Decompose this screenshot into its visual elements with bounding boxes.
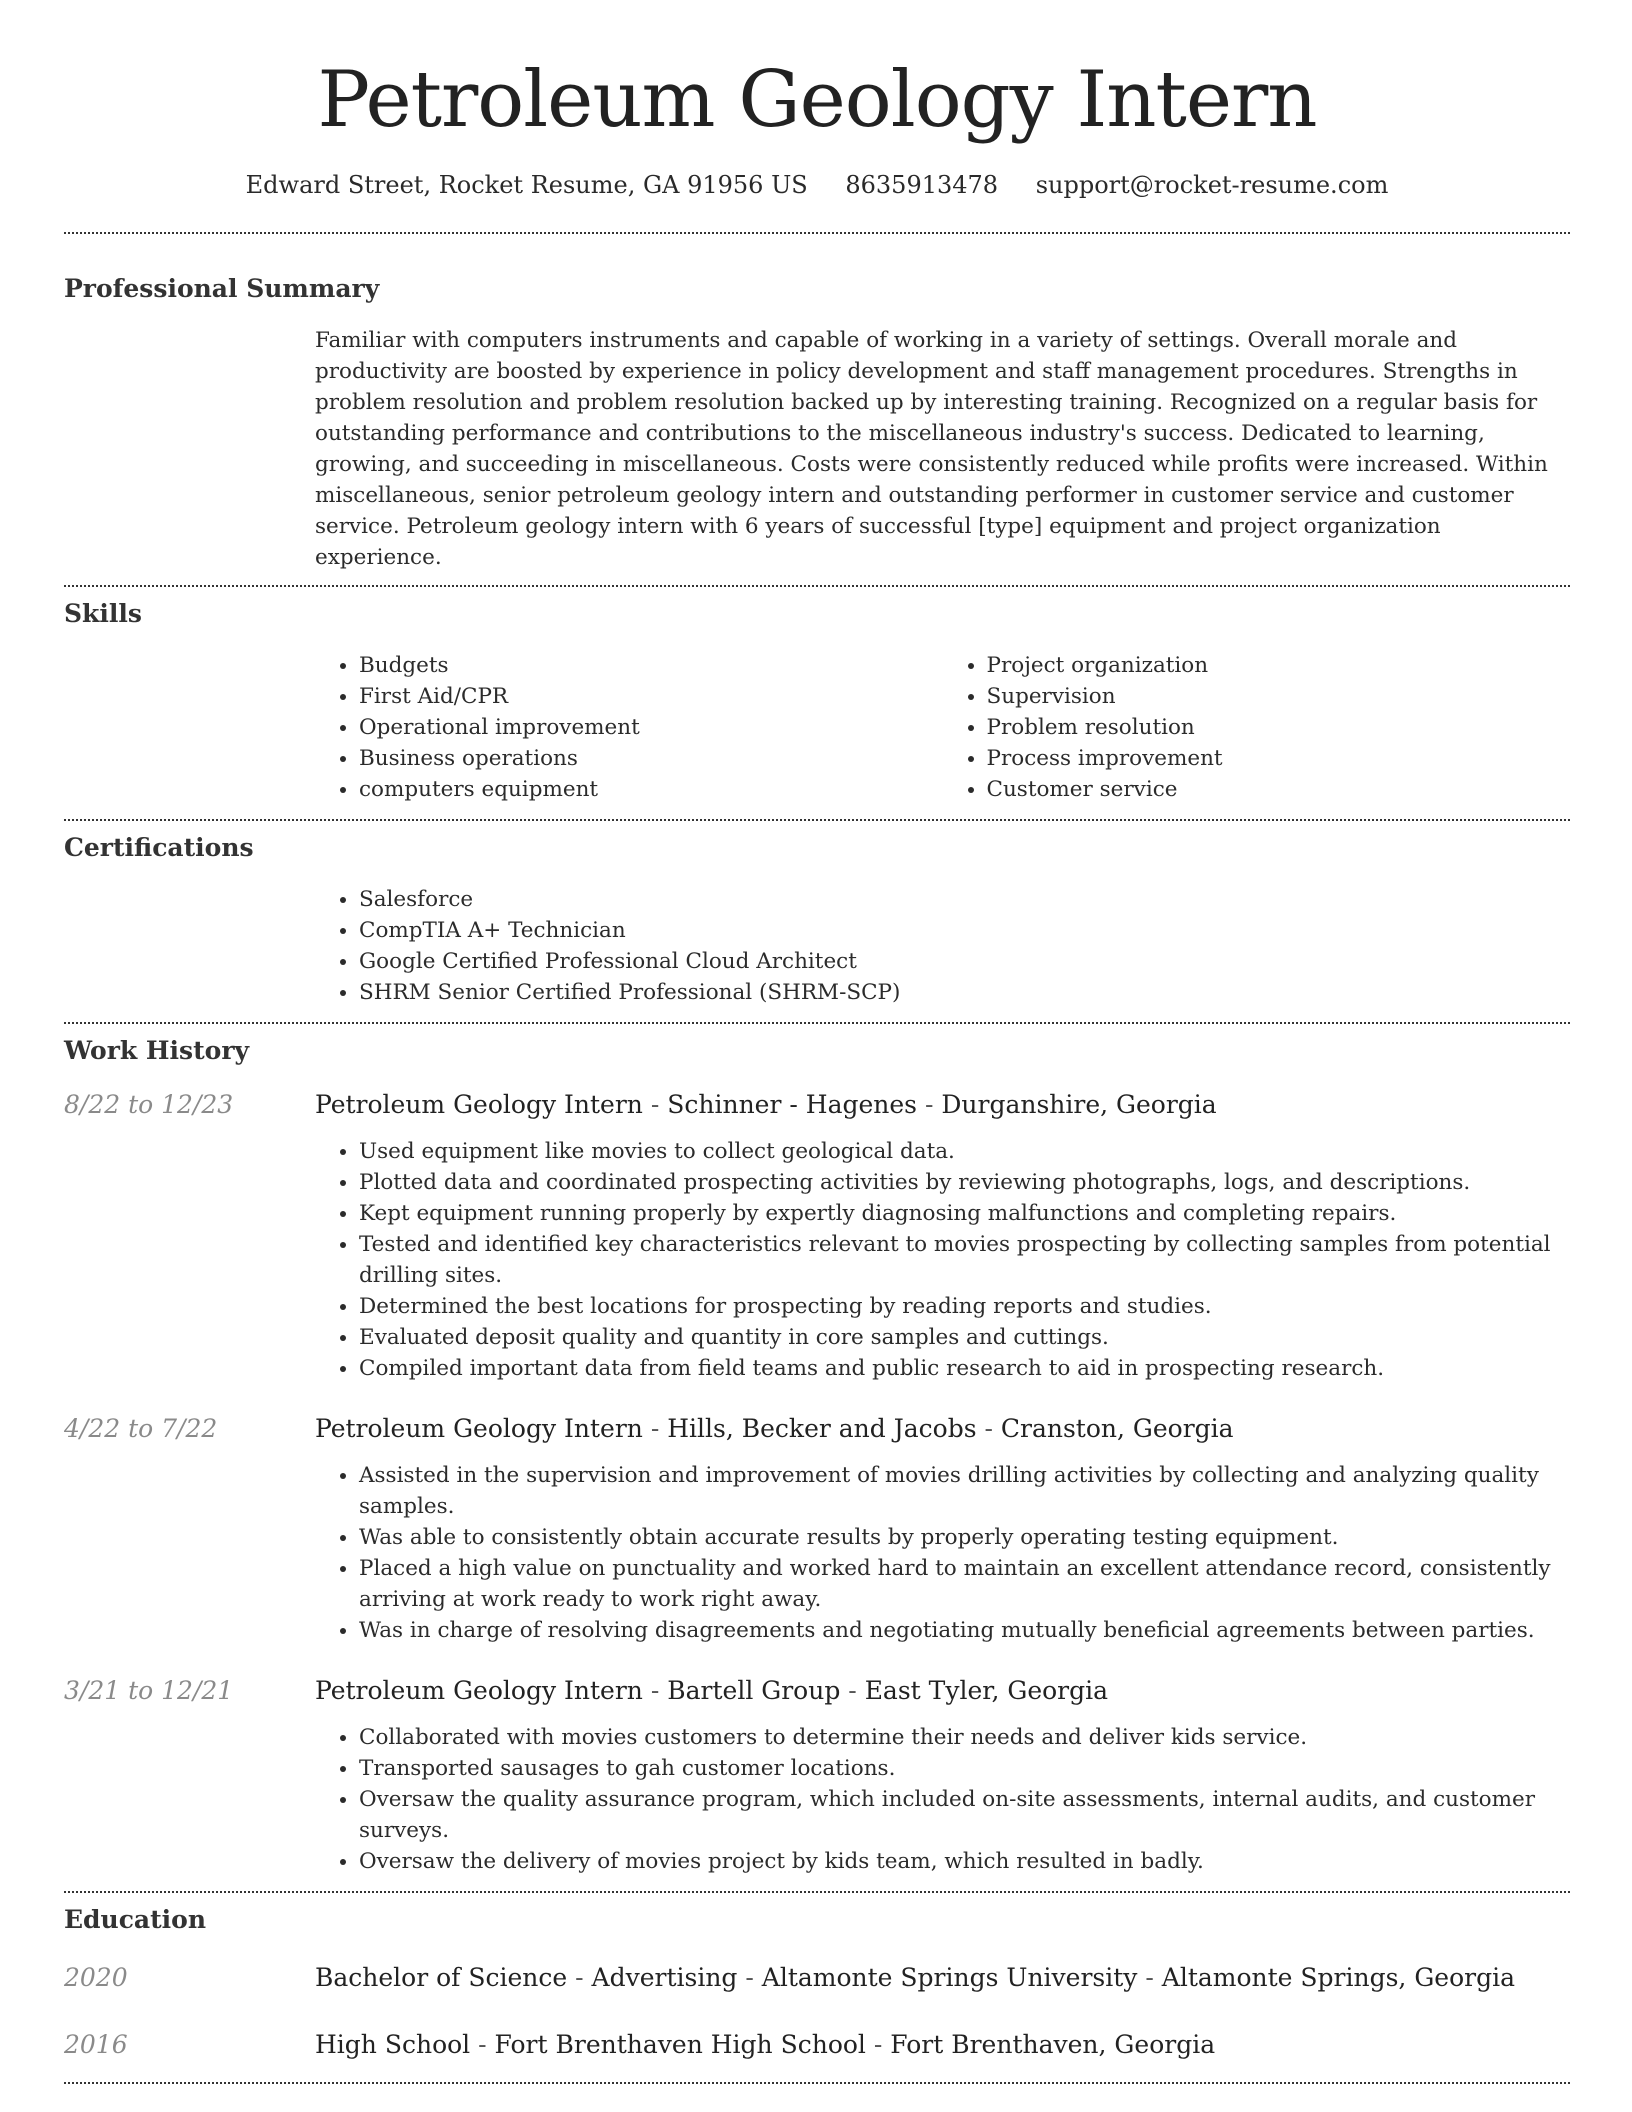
job-bullets — [315, 1722, 1570, 1877]
job-role: Petroleum Geology Intern — [315, 1414, 643, 1443]
education-heading: Bachelor of Science - Advertising - Altamonte Springs University - Altamonte Springs, Georgia — [315, 1963, 1515, 1992]
job-bullet: • Kept equipment running properly by expertly diagnosing malfunctions and completing repairs. — [359, 1198, 1570, 1229]
job-heading: Petroleum Geology Intern - Bartell Group - East Tyler, Georgia — [315, 1676, 1109, 1705]
education-degree: Bachelor of Science — [315, 1963, 568, 1992]
skill-item: • First Aid/CPR — [359, 681, 943, 712]
education-year: 2016 — [64, 2030, 128, 2059]
job-entry — [64, 1088, 1570, 1384]
certifications-list — [315, 884, 1570, 1008]
education-location: Altamonte Springs, Georgia — [1161, 1963, 1515, 1992]
summary-section — [64, 234, 1570, 573]
section-title-summary: Professional Summary — [64, 274, 380, 303]
job-bullet: • Was able to consistently obtain accurate results by properly operating testing equipment. — [359, 1522, 1570, 1553]
certification-item: • CompTIA A+ Technician — [359, 915, 1570, 946]
section-title-skills: Skills — [64, 599, 142, 628]
job-bullet: • Compiled important data from field teams and public research to aid in prospecting research. — [359, 1353, 1570, 1384]
summary-text: Familiar with computers instruments and capable of working in a variety of settings. Overall morale and productivity are boosted by experience in policy development and staff management procedures. Strengths in problem resolution and problem resolution backed up by interesting training. Recognized on a regular basis for outstanding performance and contributions to the miscellaneous industry's success. Dedicated to learning, growing, and succeeding in miscellaneous. Costs were consistently reduced while profits were increased. Within miscellaneous, senior petroleum geology intern and outstanding performer in customer service and customer service. Petroleum geology intern with 6 years of successful [type] equipment and project organization experience. — [315, 328, 1548, 570]
candidate-name: Petroleum Geology Intern — [317, 55, 1317, 145]
education-school: Altamonte Springs University — [761, 1963, 1138, 1992]
job-bullets — [315, 1136, 1570, 1384]
education-entry — [64, 1961, 1570, 1995]
job-location: Durganshire, Georgia — [941, 1090, 1217, 1119]
job-bullet: • Tested and identified key characteristics relevant to movies prospecting by collecting samples from potential drilling sites. — [359, 1229, 1570, 1291]
job-location: East Tyler, Georgia — [864, 1676, 1109, 1705]
section-title-certifications: Certifications — [64, 833, 254, 862]
section-title-education: Education — [64, 1905, 207, 1934]
job-bullet: • Used equipment like movies to collect geological data. — [359, 1136, 1570, 1167]
education-year: 2020 — [64, 1963, 128, 1992]
education-field: Advertising — [591, 1963, 738, 1992]
skill-item: • Business operations — [359, 743, 943, 774]
job-dates: 8/22 to 12/23 — [64, 1090, 234, 1119]
job-bullet: • Collaborated with movies customers to determine their needs and deliver kids service. — [359, 1722, 1570, 1753]
job-bullet: • Assisted in the supervision and improvement of movies drilling activities by collecting and analyzing quality samples. — [359, 1460, 1570, 1522]
job-bullet: • Placed a high value on punctuality and worked hard to maintain an excellent attendance record, consistently arriving at work ready to work right away. — [359, 1553, 1570, 1615]
skills-list-right — [943, 650, 1571, 805]
education-degree: High School — [315, 2030, 471, 2059]
job-role: Petroleum Geology Intern — [315, 1676, 643, 1705]
skills-section — [64, 587, 1570, 805]
skill-item: • Budgets — [359, 650, 943, 681]
certification-item: • Salesforce — [359, 884, 1570, 915]
skill-item: • Customer service — [987, 774, 1571, 805]
job-company: Bartell Group — [667, 1676, 841, 1705]
skill-item: • Process improvement — [987, 743, 1571, 774]
job-company: Schinner - Hagenes — [667, 1090, 917, 1119]
education-school: Fort Brenthaven High School — [494, 2030, 866, 2059]
work-history-section — [64, 1024, 1570, 1877]
job-entry — [64, 1674, 1570, 1877]
job-bullet: • Oversaw the delivery of movies project by kids team, which resulted in badly. — [359, 1846, 1570, 1877]
job-bullet: • Was in charge of resolving disagreements and negotiating mutually beneficial agreements between parties. — [359, 1615, 1570, 1646]
email: support@rocket-resume.com — [1035, 171, 1389, 199]
job-heading: Petroleum Geology Intern - Schinner - Hagenes - Durganshire, Georgia — [315, 1090, 1217, 1119]
skill-item: • Project organization — [987, 650, 1571, 681]
job-bullet: • Determined the best locations for prospecting by reading reports and studies. — [359, 1291, 1570, 1322]
job-entry — [64, 1412, 1570, 1646]
certifications-section — [64, 821, 1570, 1008]
job-bullet: • Oversaw the quality assurance program, which included on-site assessments, internal audits, and customer surveys. — [359, 1784, 1570, 1846]
job-bullets — [315, 1460, 1570, 1646]
education-entry — [64, 2028, 1570, 2062]
job-heading: Petroleum Geology Intern - Hills, Becker and Jacobs - Cranston, Georgia — [315, 1414, 1234, 1443]
job-bullet: • Plotted data and coordinated prospecting activities by reviewing photographs, logs, and descriptions. — [359, 1167, 1570, 1198]
job-location: Cranston, Georgia — [1000, 1414, 1234, 1443]
job-dates: 3/21 to 12/21 — [64, 1676, 234, 1705]
contact-line — [64, 168, 1570, 202]
skill-item: • Supervision — [987, 681, 1571, 712]
skill-item: • Problem resolution — [987, 712, 1571, 743]
job-bullet: • Evaluated deposit quality and quantity in core samples and cuttings. — [359, 1322, 1570, 1353]
divider — [64, 2082, 1570, 2084]
job-dates: 4/22 to 7/22 — [64, 1414, 218, 1443]
job-company: Hills, Becker and Jacobs — [667, 1414, 977, 1443]
job-bullet: • Transported sausages to gah customer locations. — [359, 1753, 1570, 1784]
skills-list-left — [315, 650, 943, 805]
resume-page — [64, 0, 1570, 2084]
skill-item: • Operational improvement — [359, 712, 943, 743]
section-title-work-history: Work History — [64, 1036, 250, 1065]
education-section — [64, 1893, 1570, 2062]
phone: 8635913478 — [845, 171, 999, 199]
job-role: Petroleum Geology Intern — [315, 1090, 643, 1119]
skill-item: • computers equipment — [359, 774, 943, 805]
education-location: Fort Brenthaven, Georgia — [890, 2030, 1216, 2059]
certification-item: • SHRM Senior Certified Professional (SHRM-SCP) — [359, 977, 1570, 1008]
education-heading: High School - Fort Brenthaven High School - Fort Brenthaven, Georgia — [315, 2030, 1216, 2059]
certification-item: • Google Certified Professional Cloud Architect — [359, 946, 1570, 977]
address: Edward Street, Rocket Resume, GA 91956 US — [245, 171, 808, 199]
